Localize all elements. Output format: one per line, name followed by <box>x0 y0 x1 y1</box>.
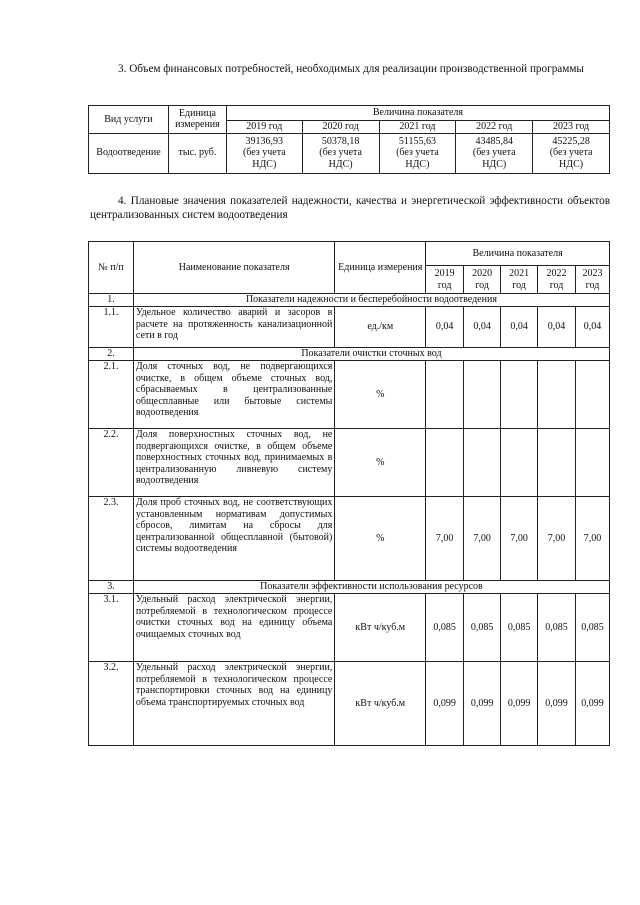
indicator-value <box>426 361 464 429</box>
value-cell <box>226 133 302 173</box>
year-header <box>426 266 464 294</box>
year-suffix: год <box>549 279 564 291</box>
indicator-name: Доля поверхностных сточных вод, не подвергающихся очистке, в общем объеме поверхностных сточных вод, принимаемых в централизованную ливневую систему водоотведения <box>133 429 334 497</box>
section-3-heading: 3. Объем финансовых потребностей, необходимых для реализации производственной программы <box>118 63 584 75</box>
indicator-value <box>464 429 501 497</box>
indicator-value: 7,00 <box>426 497 464 581</box>
year-header <box>464 266 501 294</box>
indicator-value: 0,099 <box>426 662 464 746</box>
year-header: 2020 год <box>302 121 379 134</box>
indicator-value: 0,099 <box>501 662 538 746</box>
indicator-value <box>538 361 576 429</box>
value-number: 50378,18 <box>321 135 360 147</box>
year: 2020 <box>472 268 493 279</box>
value-number: 39136,93 <box>245 135 284 147</box>
indicator-unit: % <box>335 361 426 429</box>
col-header-unit: Единица измерения <box>168 106 226 134</box>
indicator-value <box>464 361 501 429</box>
indicator-name: Удельный расход электрической энергии, потребляемой в технологическом процессе очистки сточных вод на единицу объема очищаемых сточных вод <box>133 594 334 662</box>
row-num: 2.2. <box>89 429 134 497</box>
year-header: 2023 год <box>533 121 610 134</box>
section-title: Показатели эффективности использования ресурсов <box>133 581 609 594</box>
value-note: (без учета <box>472 147 516 159</box>
indicator-value: 0,085 <box>501 594 538 662</box>
indicator-unit: % <box>335 497 426 581</box>
indicator-value: 7,00 <box>576 497 610 581</box>
section-title: Показатели очистки сточных вод <box>133 348 609 361</box>
value-note: НДС) <box>482 158 507 170</box>
indicator-unit: ед./км <box>335 307 426 348</box>
indicator-name: Доля проб сточных вод, не соответствующих установленным нормативам допустимых сбросов, лимитам на сбросы для централизованной общесплавной (бытовой) системы водоотведения <box>133 497 334 581</box>
indicator-value <box>501 429 538 497</box>
value-note: (без учета <box>396 147 439 159</box>
indicator-value: 7,00 <box>501 497 538 581</box>
row-num: 3.2. <box>89 662 134 746</box>
row-num: 1.1. <box>89 307 134 348</box>
year-header: 2021 год <box>379 121 456 134</box>
year-header <box>538 266 576 294</box>
value-cell <box>302 133 379 173</box>
indicator-unit: кВт ч/куб.м <box>335 662 426 746</box>
indicator-value: 0,04 <box>576 307 610 348</box>
value-note: (без учета <box>549 147 593 159</box>
value-note: (без учета <box>319 147 362 159</box>
section-num: 3. <box>89 581 134 594</box>
value-number: 51155,63 <box>398 135 436 147</box>
year-suffix: год <box>437 279 452 291</box>
unit-cell: тыс. руб. <box>168 133 226 173</box>
indicator-name: Удельное количество аварий и засоров в расчете на протяженность канализационной сети в год <box>133 307 334 348</box>
value-number: 45225,28 <box>552 135 590 147</box>
indicator-value: 7,00 <box>464 497 501 581</box>
indicator-value: 0,04 <box>501 307 538 348</box>
indicator-unit: кВт ч/куб.м <box>335 594 426 662</box>
indicator-value: 0,085 <box>426 594 464 662</box>
indicator-value: 0,04 <box>426 307 464 348</box>
year-header <box>501 266 538 294</box>
section-num: 1. <box>89 294 134 307</box>
indicator-value: 0,085 <box>464 594 501 662</box>
indicator-value: 0,085 <box>576 594 610 662</box>
value-cell <box>533 133 610 173</box>
col-header-unit: Единица измерения <box>335 242 426 294</box>
section-num: 2. <box>89 348 134 361</box>
col-header-value: Величина показателя <box>226 106 609 121</box>
value-number: 43485,84 <box>475 135 513 147</box>
year-suffix: год <box>475 279 489 291</box>
section-4-heading: 4. Плановые значения показателей надежности, качества и энергетической эффективности объектов централизованных систем водоотведения <box>90 195 610 221</box>
service-cell: Водоотведение <box>89 133 169 173</box>
value-note: НДС) <box>252 158 277 170</box>
value-note: НДС) <box>559 158 584 170</box>
value-note: НДС) <box>405 158 430 170</box>
section-title: Показатели надежности и бесперебойности водоотведения <box>133 294 609 307</box>
indicator-value <box>576 429 610 497</box>
year-header <box>576 266 610 294</box>
indicator-value: 0,04 <box>464 307 501 348</box>
col-header-value: Величина показателя <box>426 242 610 266</box>
indicator-name: Доля сточных вод, не подвергающихся очистке, в общем объеме сточных вод, сбрасываемых в централизованные общесплавные или бытовые системы водоотведения <box>133 361 334 429</box>
indicator-value: 7,00 <box>538 497 576 581</box>
year: 2023 <box>582 268 603 279</box>
indicator-value: 0,04 <box>538 307 576 348</box>
indicator-value <box>501 361 538 429</box>
value-note: НДС) <box>328 158 353 170</box>
indicator-unit: % <box>335 429 426 497</box>
indicator-value: 0,085 <box>538 594 576 662</box>
year-suffix: год <box>512 279 526 291</box>
col-header-service: Вид услуги <box>89 106 169 134</box>
row-num: 3.1. <box>89 594 134 662</box>
year-header: 2019 год <box>226 121 302 134</box>
indicator-value <box>426 429 464 497</box>
indicator-value <box>576 361 610 429</box>
financial-needs-table <box>88 105 610 174</box>
indicator-value: 0,099 <box>576 662 610 746</box>
indicators-table <box>88 241 610 746</box>
row-num: 2.3. <box>89 497 134 581</box>
col-header-name: Наименование показателя <box>133 242 334 294</box>
row-num: 2.1. <box>89 361 134 429</box>
indicator-name: Удельный расход электрической энергии, потребляемой в технологическом процессе транспортировки сточных вод на единицу объема транспортируемых сточных вод <box>133 662 334 746</box>
year-header: 2022 год <box>456 121 533 134</box>
col-header-num: № п/п <box>89 242 134 294</box>
value-note: (без учета <box>242 147 286 159</box>
year-suffix: год <box>585 279 600 291</box>
value-cell <box>456 133 533 173</box>
year: 2021 <box>509 268 530 279</box>
indicator-value: 0,099 <box>464 662 501 746</box>
year: 2022 <box>546 268 567 279</box>
indicator-value: 0,099 <box>538 662 576 746</box>
value-cell <box>379 133 456 173</box>
indicator-value <box>538 429 576 497</box>
year: 2019 <box>434 268 455 279</box>
